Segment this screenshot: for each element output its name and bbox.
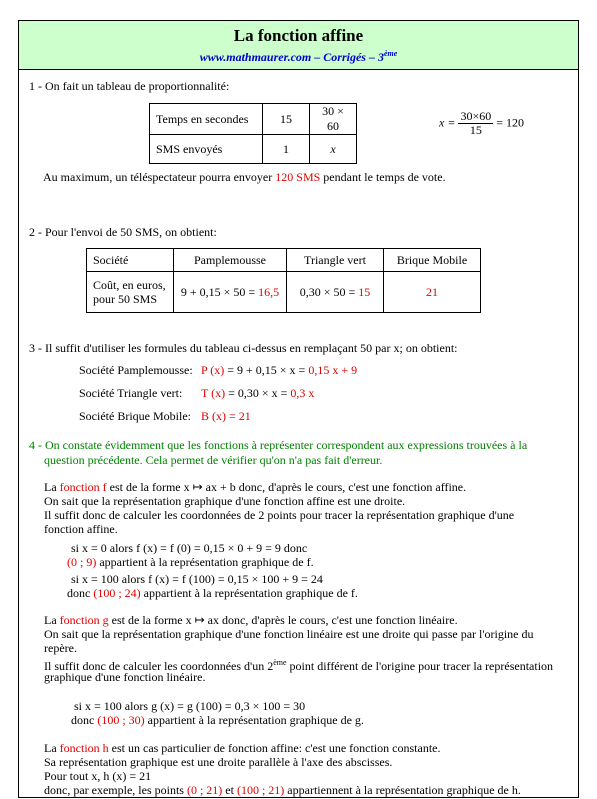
h-line-3: Pour tout x, h (x) = 21	[44, 769, 152, 783]
f-line-4: fonction affine.	[44, 522, 118, 536]
f-line-3: Il suffit donc de calculer les coordonnées de 2 points pour tracer la représentation graphique d'une	[44, 508, 515, 522]
q1-table	[149, 103, 357, 164]
g-line-7: donc (100 ; 30) appartient à la représentation graphique de g.	[71, 713, 364, 727]
page-title: La fonction affine	[233, 26, 364, 45]
header	[19, 21, 578, 70]
h-line-2: Sa représentation graphique est une droite parallèle à l'axe des abscisses.	[44, 755, 393, 769]
q3-formula-t: T (x) = 0,30 × x = 0,3 x	[201, 386, 315, 400]
q1-conclusion: Au maximum, un téléspectateur pourra envoyer 120 SMS pendant le temps de vote.	[43, 170, 446, 184]
q3-line-brique: Société Brique Mobile:	[79, 409, 191, 423]
g-line-6: si x = 100 alors g (x) = g (100) = 0,3 × 100 = 30	[74, 699, 306, 713]
h-line-1: La fonction h est un cas particulier de fonction affine: c'est une fonction constante.	[44, 741, 441, 755]
table-cell: Société	[87, 249, 174, 272]
g-line-3: repère.	[44, 641, 77, 655]
table-cell: Triangle vert	[287, 249, 384, 272]
g-line-5: graphique d'une fonction linéaire.	[44, 670, 206, 684]
q3-intro: 3 - Il suffit d'utiliser les formules du tableau ci-dessus en remplaçant 50 par x; on obtient:	[29, 341, 458, 355]
f-line-7: si x = 100 alors f (x) = f (100) = 0,15 × 100 + 9 = 24	[71, 572, 323, 586]
q2-intro: 2 - Pour l'envoi de 50 SMS, on obtient:	[29, 225, 217, 239]
table-cell: SMS envoyés	[150, 135, 263, 164]
table-cell: 9 + 0,15 × 50 = 16,5	[174, 272, 287, 313]
g-line-1: La fonction g est de la forme x ↦ ax donc, d'après le cours, c'est une fonction linéaire.	[44, 613, 458, 627]
site-link[interactable]: www.mathmaurer.com	[199, 50, 312, 64]
table-cell: Pamplemousse	[174, 249, 287, 272]
table-cell: 30 × 60	[310, 104, 357, 135]
q3-line-triangle: Société Triangle vert:	[79, 386, 183, 400]
table-row	[87, 249, 481, 272]
q1-formula: x = $\frac{30\times 60}{15}$ = 120	[439, 109, 524, 137]
table-cell: x	[310, 135, 357, 164]
q3-line-pamplemousse: Société Pamplemousse:	[79, 363, 193, 377]
table-cell: Brique Mobile	[384, 249, 481, 272]
f-line-1: La fonction f est de la forme x ↦ ax + b donc, d'après le cours, c'est une fonction affine.	[44, 480, 467, 494]
f-line-2: On sait que la représentation graphique d'une fonction affine est une droite.	[44, 494, 406, 508]
table-row	[87, 272, 481, 313]
document-frame	[18, 20, 579, 798]
table-row	[150, 104, 357, 135]
table-cell: Coût, en euros, pour 50 SMS	[87, 272, 174, 313]
q2-table	[86, 248, 481, 313]
f-line-8: donc (100 ; 24) appartient à la représentation graphique de f.	[67, 586, 358, 600]
table-cell: 15	[263, 104, 310, 135]
q1-intro: 1 - On fait un tableau de proportionnalité:	[29, 79, 230, 93]
f-line-5: si x = 0 alors f (x) = f (0) = 0,15 × 0 + 9 = 9 donc	[71, 541, 308, 555]
h-line-4: donc, par exemple, les points (0 ; 21) et (100 ; 21) appartiennent à la représentation graphique de h.	[44, 783, 521, 797]
g-line-4: Il suffit donc de calculer les coordonnées d'un 2ème point différent de l'origine pour tracer la représentation	[44, 658, 554, 673]
q3-formula-b: B (x) = 21	[201, 409, 251, 423]
q4-intro: 4 - On constate évidemment que les fonctions à représenter correspondent aux expressions trouvées à la	[29, 438, 528, 452]
table-cell: 1	[263, 135, 310, 164]
table-cell: 0,30 × 50 = 15	[287, 272, 384, 313]
f-line-6: (0 ; 9) appartient à la représentation graphique de f.	[67, 555, 314, 569]
subtitle: www.mathmaurer.com – Corrigés – 3ème	[199, 49, 398, 64]
q4-intro-2: question précédente. Cela permet de vérifier qu'on n'a pas fait d'erreur.	[44, 453, 383, 467]
g-line-2: On sait que la représentation graphique d'une fonction linéaire est une droite qui passe par l'origine du	[44, 627, 534, 641]
table-cell: 21	[384, 272, 481, 313]
q3-formula-p: P (x) = 9 + 0,15 × x = 0,15 x + 9	[201, 363, 358, 377]
table-row	[150, 135, 357, 164]
table-cell: Temps en secondes	[150, 104, 263, 135]
